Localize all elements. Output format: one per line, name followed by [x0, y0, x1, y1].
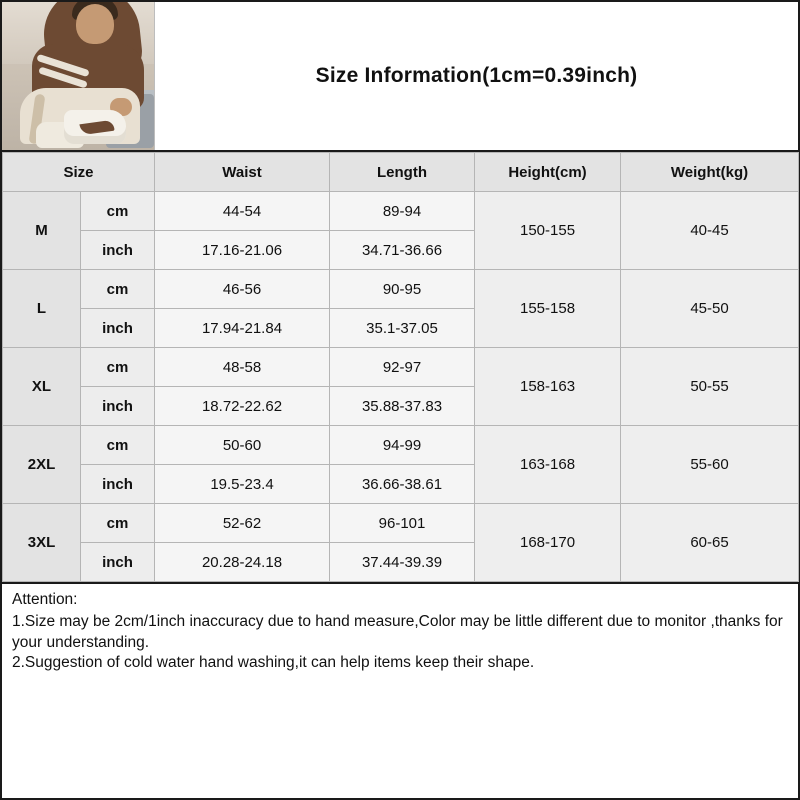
- cell-weight: 60-65: [621, 504, 799, 582]
- cell-weight: 40-45: [621, 192, 799, 270]
- cell-waist-inch: 20.28-24.18: [155, 543, 330, 582]
- row-unit-label: cm: [81, 192, 155, 231]
- cell-length-inch: 34.71-36.66: [330, 231, 475, 270]
- table-header-row: [3, 153, 799, 192]
- cell-length-cm: 90-95: [330, 270, 475, 309]
- cell-length-inch: 35.1-37.05: [330, 309, 475, 348]
- cell-height: 163-168: [475, 426, 621, 504]
- table-row: [3, 348, 799, 387]
- product-photo: [2, 2, 155, 150]
- cell-waist-inch: 19.5-23.4: [155, 465, 330, 504]
- cell-length-inch: 36.66-38.61: [330, 465, 475, 504]
- row-size-label: XL: [3, 348, 81, 426]
- table-row: [3, 192, 799, 231]
- attention-line-2: 2.Suggestion of cold water hand washing,it can help items keep their shape.: [12, 654, 535, 672]
- cell-weight: 45-50: [621, 270, 799, 348]
- cell-length-inch: 35.88-37.83: [330, 387, 475, 426]
- row-unit-label: cm: [81, 270, 155, 309]
- row-unit-label: cm: [81, 348, 155, 387]
- cell-waist-inch: 17.16-21.06: [155, 231, 330, 270]
- table-head: [3, 153, 799, 192]
- cell-length-cm: 94-99: [330, 426, 475, 465]
- table-row: [3, 504, 799, 543]
- cell-waist-cm: 52-62: [155, 504, 330, 543]
- row-unit-label: cm: [81, 504, 155, 543]
- cell-height: 168-170: [475, 504, 621, 582]
- row-size-label: 2XL: [3, 426, 81, 504]
- cell-weight: 55-60: [621, 426, 799, 504]
- cell-waist-inch: 17.94-21.84: [155, 309, 330, 348]
- table-row: [3, 270, 799, 309]
- page-title: Size Information(1cm=0.39inch): [315, 64, 638, 87]
- column-header-length: Length: [330, 153, 475, 192]
- row-size-label: M: [3, 192, 81, 270]
- cell-length-inch: 37.44-39.39: [330, 543, 475, 582]
- cell-waist-cm: 44-54: [155, 192, 330, 231]
- cell-waist-cm: 50-60: [155, 426, 330, 465]
- table-row: [3, 426, 799, 465]
- cell-waist-cm: 46-56: [155, 270, 330, 309]
- cell-length-cm: 92-97: [330, 348, 475, 387]
- row-unit-label: inch: [81, 387, 155, 426]
- column-header-weight: Weight(kg): [621, 153, 799, 192]
- table-body: [3, 192, 799, 582]
- cell-height: 150-155: [475, 192, 621, 270]
- attention-heading: Attention:: [12, 591, 78, 608]
- attention-line-1: 1.Size may be 2cm/1inch inaccuracy due to hand measure,Color may be little different due to monitor ,thanks for your understanding.: [12, 612, 783, 651]
- attention-block: [2, 582, 798, 798]
- cell-height: 155-158: [475, 270, 621, 348]
- size-table: [2, 152, 799, 582]
- title-cell: [155, 2, 798, 150]
- cell-waist-cm: 48-58: [155, 348, 330, 387]
- row-unit-label: inch: [81, 543, 155, 582]
- cell-length-cm: 96-101: [330, 504, 475, 543]
- row-size-label: L: [3, 270, 81, 348]
- cell-waist-inch: 18.72-22.62: [155, 387, 330, 426]
- cell-length-cm: 89-94: [330, 192, 475, 231]
- row-unit-label: cm: [81, 426, 155, 465]
- column-header-size: Size: [3, 153, 155, 192]
- row-unit-label: inch: [81, 465, 155, 504]
- row-unit-label: inch: [81, 309, 155, 348]
- row-unit-label: inch: [81, 231, 155, 270]
- column-header-waist: Waist: [155, 153, 330, 192]
- cell-height: 158-163: [475, 348, 621, 426]
- row-size-label: 3XL: [3, 504, 81, 582]
- column-header-height: Height(cm): [475, 153, 621, 192]
- header-band: [2, 2, 798, 152]
- cell-weight: 50-55: [621, 348, 799, 426]
